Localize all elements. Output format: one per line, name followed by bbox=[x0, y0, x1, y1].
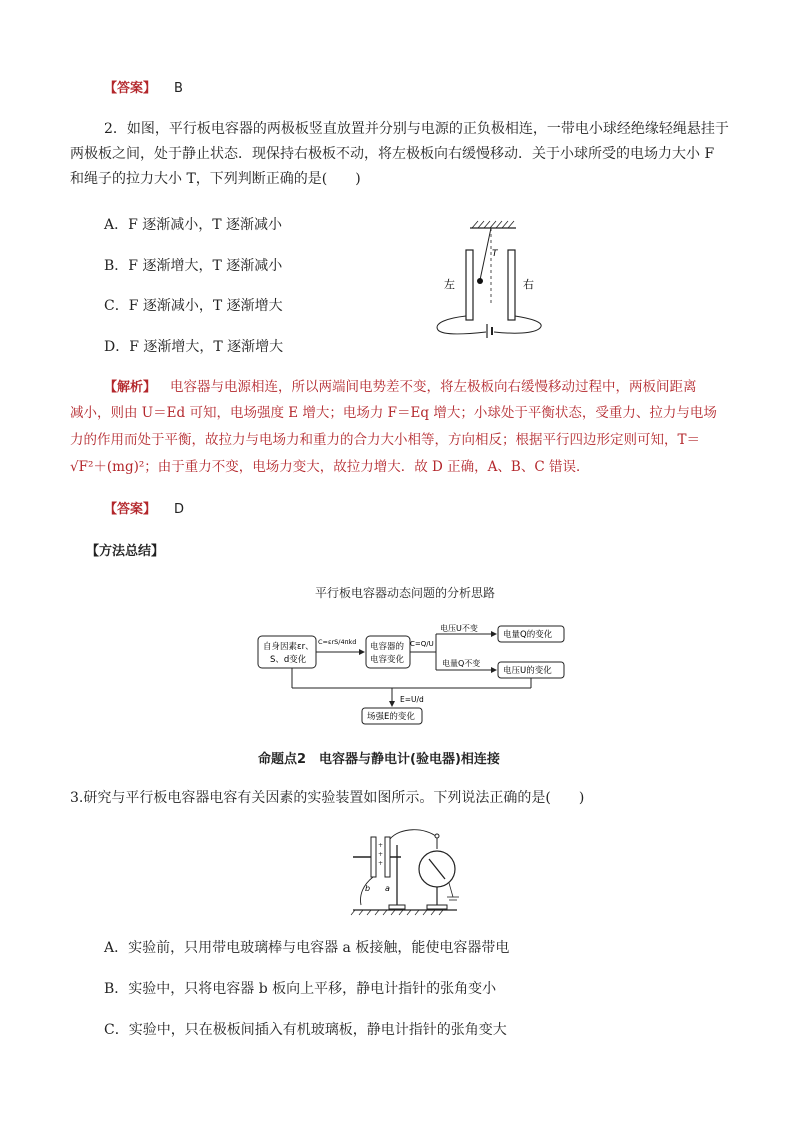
q3-stem: 3.研究与平行板电容器电容有关因素的实验装置如图所示。下列说法正确的是( ) bbox=[70, 790, 585, 806]
formula-q: C=Q/U bbox=[410, 640, 434, 648]
q2-option-d: D．F 逐渐增大，T 逐渐增大 bbox=[104, 339, 284, 355]
q2-option-b: B．F 逐渐增大，T 逐渐减小 bbox=[104, 258, 283, 274]
left-plate bbox=[466, 250, 473, 320]
svg-text:电容变化: 电容变化 bbox=[370, 655, 405, 665]
formula-e: E=U/d bbox=[400, 695, 424, 704]
plate-a bbox=[385, 837, 390, 877]
answer-1 bbox=[104, 78, 183, 99]
q2-stem-line-2: 两极板之间，处于静止状态．现保持右极板不动，将左极板向右缓慢移动．关于小球所受的电场力大小 F bbox=[70, 146, 715, 162]
section-title: 命题点2 电容器与静电计(验电器)相连接 bbox=[258, 752, 500, 767]
right-plate bbox=[508, 250, 515, 320]
analysis-line-3: 力的作用而处于平衡，故拉力与电场力和重力的合力大小相等，方向相反；根据平行四边形定则可知，T＝ bbox=[70, 432, 701, 448]
svg-text:电量Q的变化: 电量Q的变化 bbox=[503, 630, 553, 640]
answer-tag: 【答案】 bbox=[104, 81, 157, 96]
analysis-line-2: 减小，则由 U＝Ed 可知，电场强度 E 增大；电场力 F＝Eq 增大；小球处于平衡状态，受重力、拉力与电场 bbox=[70, 405, 717, 421]
q3-option-b: B．实验中，只将电容器 b 板向上平移，静电计指针的张角变小 bbox=[104, 981, 497, 997]
plate-a-label: a bbox=[385, 884, 390, 893]
analysis-line-4: √F²＋(mg)²；由于重力不变，电场力变大，故拉力增大．故 D 正确，A、B、C 错误． bbox=[70, 459, 590, 475]
svg-text:+: + bbox=[378, 842, 384, 849]
svg-text:+: + bbox=[378, 851, 384, 858]
q2-stem-line-3: 和绳子的拉力大小 T，下列判断正确的是( ) bbox=[70, 171, 361, 187]
right-label: 右 bbox=[523, 278, 534, 291]
plate-b-label: b bbox=[365, 884, 371, 893]
plate-b bbox=[371, 837, 376, 877]
analysis-line-1: 【解析】 电容器与电源相连，所以两端间电势差不变，将左极板向右缓慢移动过程中，两板间距离 bbox=[104, 379, 697, 395]
svg-text:电容器的: 电容器的 bbox=[370, 642, 405, 652]
q2-capacitor-figure bbox=[428, 218, 558, 343]
q3-option-c: C．实验中，只在极板间插入有机玻璃板，静电计指针的张角变大 bbox=[104, 1022, 507, 1038]
svg-text:S、d变化: S、d变化 bbox=[270, 655, 307, 665]
svg-text:电压U的变化: 电压U的变化 bbox=[503, 666, 552, 676]
q2-option-c: C．F 逐渐减小，T 逐渐增大 bbox=[104, 298, 283, 314]
q3-experiment-figure bbox=[345, 825, 465, 917]
cond-charge: 电量Q不变 bbox=[442, 659, 481, 668]
tension-label: T bbox=[492, 249, 498, 259]
q3-option-a: A．实验前，只用带电玻璃棒与电容器 a 板接触，能使电容器带电 bbox=[104, 940, 510, 956]
capacitor-analysis-flowchart bbox=[250, 622, 570, 727]
svg-text:场强E的变化: 场强E的变化 bbox=[367, 712, 415, 722]
answer-value: B bbox=[174, 81, 183, 96]
q2-option-a: A．F 逐渐减小，T 逐渐减小 bbox=[104, 217, 283, 233]
answer-tag: 【答案】 bbox=[104, 502, 157, 517]
method-heading: 【方法总结】 bbox=[86, 544, 165, 559]
left-label: 左 bbox=[444, 278, 455, 291]
svg-text:+: + bbox=[378, 860, 384, 867]
answer-2 bbox=[104, 499, 184, 520]
answer-value: D bbox=[174, 502, 185, 517]
formula-c: C=εrS/4πkd bbox=[318, 638, 357, 646]
q2-stem-line-1: 2．如图，平行板电容器的两极板竖直放置并分别与电源的正负极相连，一带电小球经绝缘轻绳悬挂于 bbox=[104, 121, 729, 137]
svg-text:自身因素εr、: 自身因素εr、 bbox=[263, 642, 314, 652]
cond-voltage: 电压U不变 bbox=[440, 624, 478, 633]
diagram-title: 平行板电容器动态问题的分析思路 bbox=[315, 586, 496, 600]
charged-ball-icon bbox=[477, 278, 483, 284]
analysis-tag: 【解析】 bbox=[104, 380, 157, 395]
